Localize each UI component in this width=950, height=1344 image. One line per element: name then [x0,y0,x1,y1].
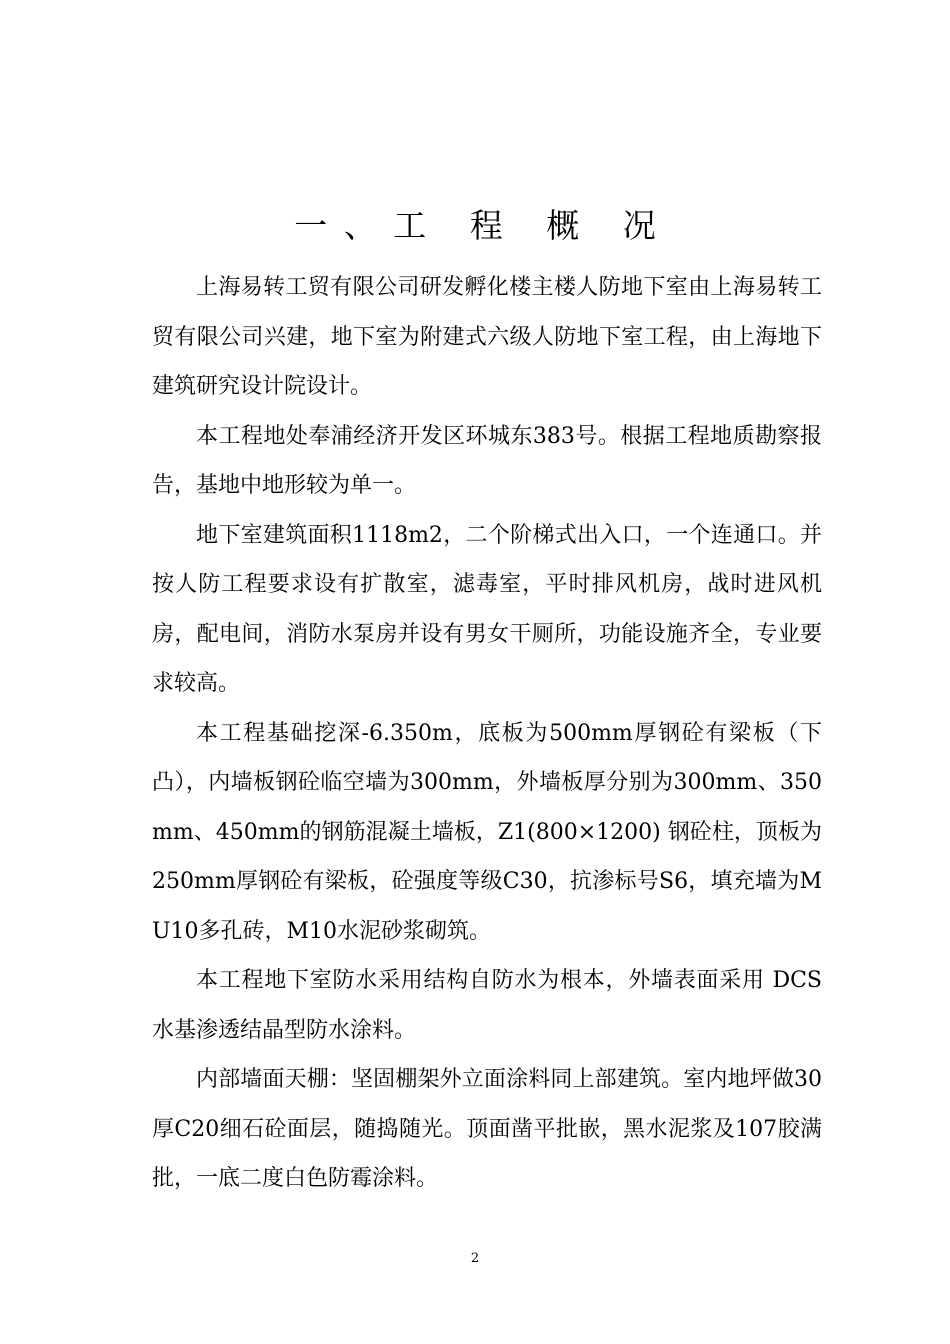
paragraph-area: 地下室建筑面积1118m2，二个阶梯式出入口，一个连通口。并按人防工程要求设有扩散室，滤毒室，平时排风机房，战时进风机房，配电间，消防水泵房并设有男女干厕所，功能设施齐全，专业要求较高。 [152,522,822,696]
paragraph-structure: 本工程基础挖深-6.350m，底板为500mm厚钢砼有梁板（下凸），内墙板钢砼临空墙为300mm，外墙板厚分别为300mm、350mm、450mm的钢筋混凝土墙板，Z1(800×1200) 钢砼柱，顶板为250mm厚钢砼有梁板，砼强度等级C30，抗渗标号S6，填充墙为MU10多孔砖，M10水泥砂浆砌筑。 [152,720,822,944]
paragraph-waterproofing: 本工程地下室防水采用结构自防水为根本，外墙表面采用 DCS水基渗透结晶型防水涂料。 [152,968,822,1043]
section-title: 一、工 程 概 况 [294,206,673,245]
paragraph-location: 本工程地处奉浦经济开发区环城东383号。根据工程地质勘察报告，基地中地形较为单一。 [152,423,822,498]
page-number: 2 [470,1251,480,1266]
body-text [152,263,822,1204]
paragraph-interior: 内部墙面天棚：坚固棚架外立面涂料同上部建筑。室内地坪做30厚C20细石砼面层，随捣随光。顶面凿平批嵌，黑水泥浆及107胶满批，一底二度白色防霉涂料。 [152,1067,822,1191]
paragraph-project-owner: 上海易转工贸有限公司研发孵化楼主楼人防地下室由上海易转工贸有限公司兴建，地下室为附建式六级人防地下室工程，由上海地下建筑研究设计院设计。 [152,275,822,399]
